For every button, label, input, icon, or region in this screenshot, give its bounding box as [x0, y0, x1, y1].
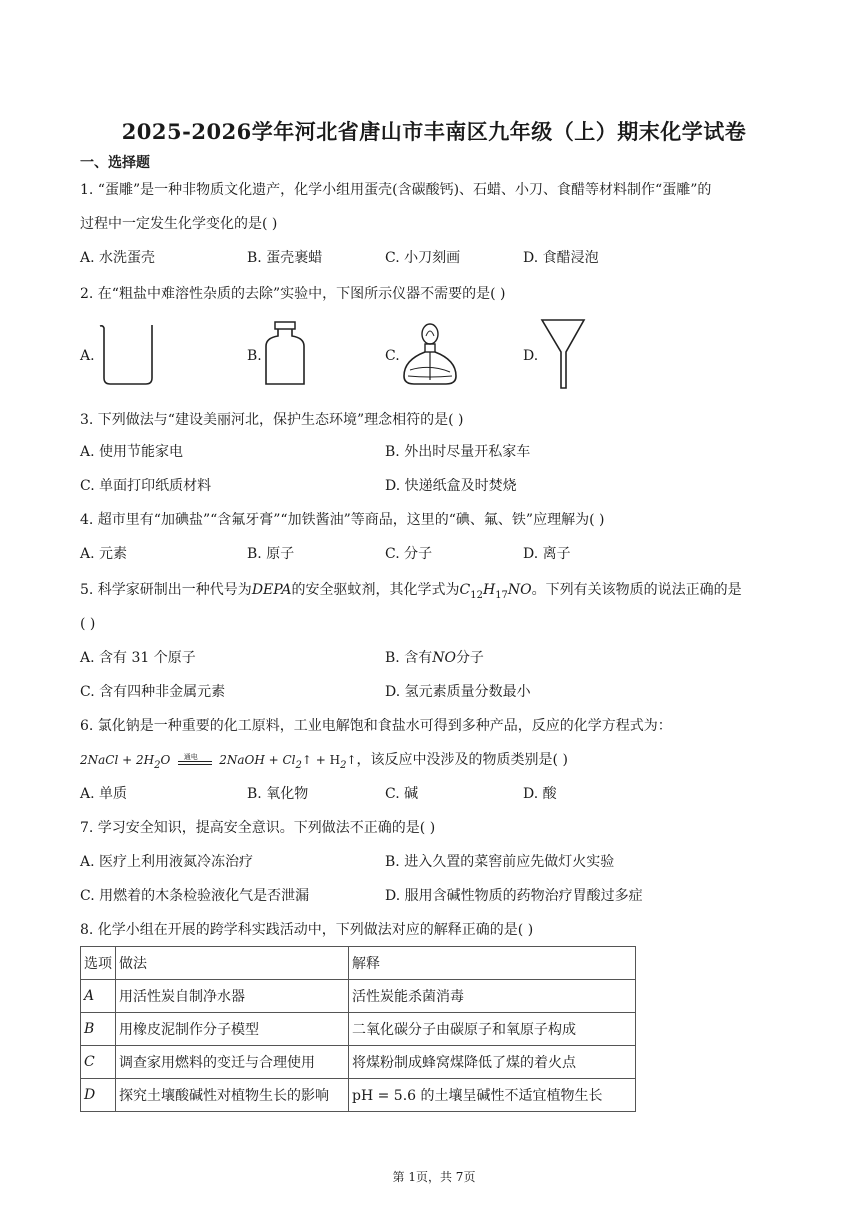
alcohol-lamp-icon — [400, 320, 460, 388]
section-heading: 一、选择题 — [80, 155, 150, 171]
q2-stem: 2. 在“粗盐中难溶性杂质的去除”实验中，下图所示仪器不需要的是( ) — [80, 286, 506, 302]
q6-stem: 6. 氯化钠是一种重要的化工原料，工业电解饱和食盐水可得到多种产品，反应的化学方程式为： — [80, 718, 672, 734]
q5-option-d: D. 氢元素质量分数最小 — [385, 684, 531, 700]
table-row — [81, 980, 636, 1013]
q4-option-d: D. 离子 — [523, 546, 571, 562]
q4-option-c: C. 分子 — [385, 546, 433, 562]
q3-stem: 3. 下列做法与“建设美丽河北，保护生态环境”理念相符的是( ) — [80, 412, 464, 428]
q2-option-d: D. — [523, 348, 539, 364]
q7-stem: 7. 学习安全知识，提高安全意识。下列做法不正确的是( ) — [80, 820, 436, 836]
table-header-cell: 选项 — [81, 947, 116, 980]
page-title: 2025-2026学年河北省唐山市丰南区九年级（上）期末化学试卷 — [121, 119, 747, 144]
answer-table — [80, 946, 636, 1112]
table-header-row — [81, 947, 636, 980]
funnel-icon — [538, 318, 588, 390]
q8-stem: 8. 化学小组在开展的跨学科实践活动中，下列做法对应的解释正确的是( ) — [80, 922, 534, 938]
beaker-icon — [98, 322, 158, 386]
q4-option-a: A. 元素 — [80, 546, 128, 562]
table-cell: C — [81, 1046, 116, 1079]
q1-option-c: C. 小刀刻画 — [385, 250, 461, 266]
q4-option-b: B. 原子 — [247, 546, 295, 562]
table-cell: 调查家用燃料的变迁与合理使用 — [116, 1046, 349, 1079]
q3-option-b: B. 外出时尽量开私家车 — [385, 444, 531, 460]
q6-equation-line: 2NaCl + $2H_2O$ 通电 2NaOH + $Cl_2↑$ + $H_2↑$，该反应中没涉及的物质类别是( ) — [80, 752, 568, 771]
q6-option-d: D. 酸 — [523, 786, 557, 802]
q7-option-b: B. 进入久置的菜窖前应先做灯火实验 — [385, 854, 615, 870]
q5-line2: ( ) — [80, 616, 96, 632]
page-footer: 第 1页，共 7页 — [392, 1170, 476, 1184]
q7-option-a: A. 医疗上利用液氮冷冻治疗 — [80, 854, 254, 870]
q4-stem: 4. 超市里有“加碘盐”“含氟牙膏”“加铁酱油”等商品，这里的“碘、氟、铁”应理解为( ) — [80, 512, 605, 528]
q3-option-c: C. 单面打印纸质材料 — [80, 478, 212, 494]
q3-option-a: A. 使用节能家电 — [80, 444, 184, 460]
q1-option-b: B. 蛋壳裹蜡 — [247, 250, 323, 266]
q1-line2: 过程中一定发生化学变化的是( ) — [80, 216, 278, 232]
q5-option-b: B. 含有NO分子 — [385, 650, 484, 666]
reagent-bottle-icon — [262, 320, 308, 388]
q5-option-a: A. 含有 31 个原子 — [80, 650, 196, 666]
q5-option-c: C. 含有四种非金属元素 — [80, 684, 226, 700]
table-cell: 用活性炭自制净水器 — [116, 980, 349, 1013]
table-row — [81, 1013, 636, 1046]
q6-option-c: C. 碱 — [385, 786, 419, 802]
table-row — [81, 1046, 636, 1079]
table-cell: pH = 5.6 的土壤呈碱性不适宜植物生长 — [349, 1079, 636, 1112]
table-cell: 将煤粉制成蜂窝煤降低了煤的着火点 — [349, 1046, 636, 1079]
q5-stem: 5. 科学家研制出一种代号为DEPA的安全驱蚊剂，其化学式为$C_{12}H_{17}NO$。下列有关该物质的说法正确的是 — [80, 582, 742, 601]
table-header-cell: 解释 — [349, 947, 636, 980]
q7-option-c: C. 用燃着的木条检验液化气是否泄漏 — [80, 888, 310, 904]
q2-option-c: C. — [385, 348, 400, 364]
table-row — [81, 1079, 636, 1112]
q6-option-a: A. 单质 — [80, 786, 128, 802]
q1-option-d: D. 食醋浸泡 — [523, 250, 599, 266]
table-cell: D — [81, 1079, 116, 1112]
q3-option-d: D. 快递纸盒及时焚烧 — [385, 478, 517, 494]
q2-option-b: B. — [247, 348, 262, 364]
q1-option-a: A. 水洗蛋壳 — [80, 250, 156, 266]
table-cell: 用橡皮泥制作分子模型 — [116, 1013, 349, 1046]
table-cell: A — [81, 980, 116, 1013]
q1-line1: 1. “蛋雕”是一种非物质文化遗产，化学小组用蛋壳(含碳酸钙)、石蜡、小刀、食醋等材料制作“蛋雕”的 — [80, 182, 712, 198]
reaction-arrow: 通电 — [178, 753, 212, 767]
table-cell: B — [81, 1013, 116, 1046]
table-header-cell: 做法 — [116, 947, 349, 980]
table-cell: 二氧化碳分子由碳原子和氧原子构成 — [349, 1013, 636, 1046]
q7-option-d: D. 服用含碱性物质的药物治疗胃酸过多症 — [385, 888, 643, 904]
table-cell: 活性炭能杀菌消毒 — [349, 980, 636, 1013]
q2-option-a: A. — [80, 348, 95, 364]
table-cell: 探究土壤酸碱性对植物生长的影响 — [116, 1079, 349, 1112]
q6-option-b: B. 氧化物 — [247, 786, 309, 802]
